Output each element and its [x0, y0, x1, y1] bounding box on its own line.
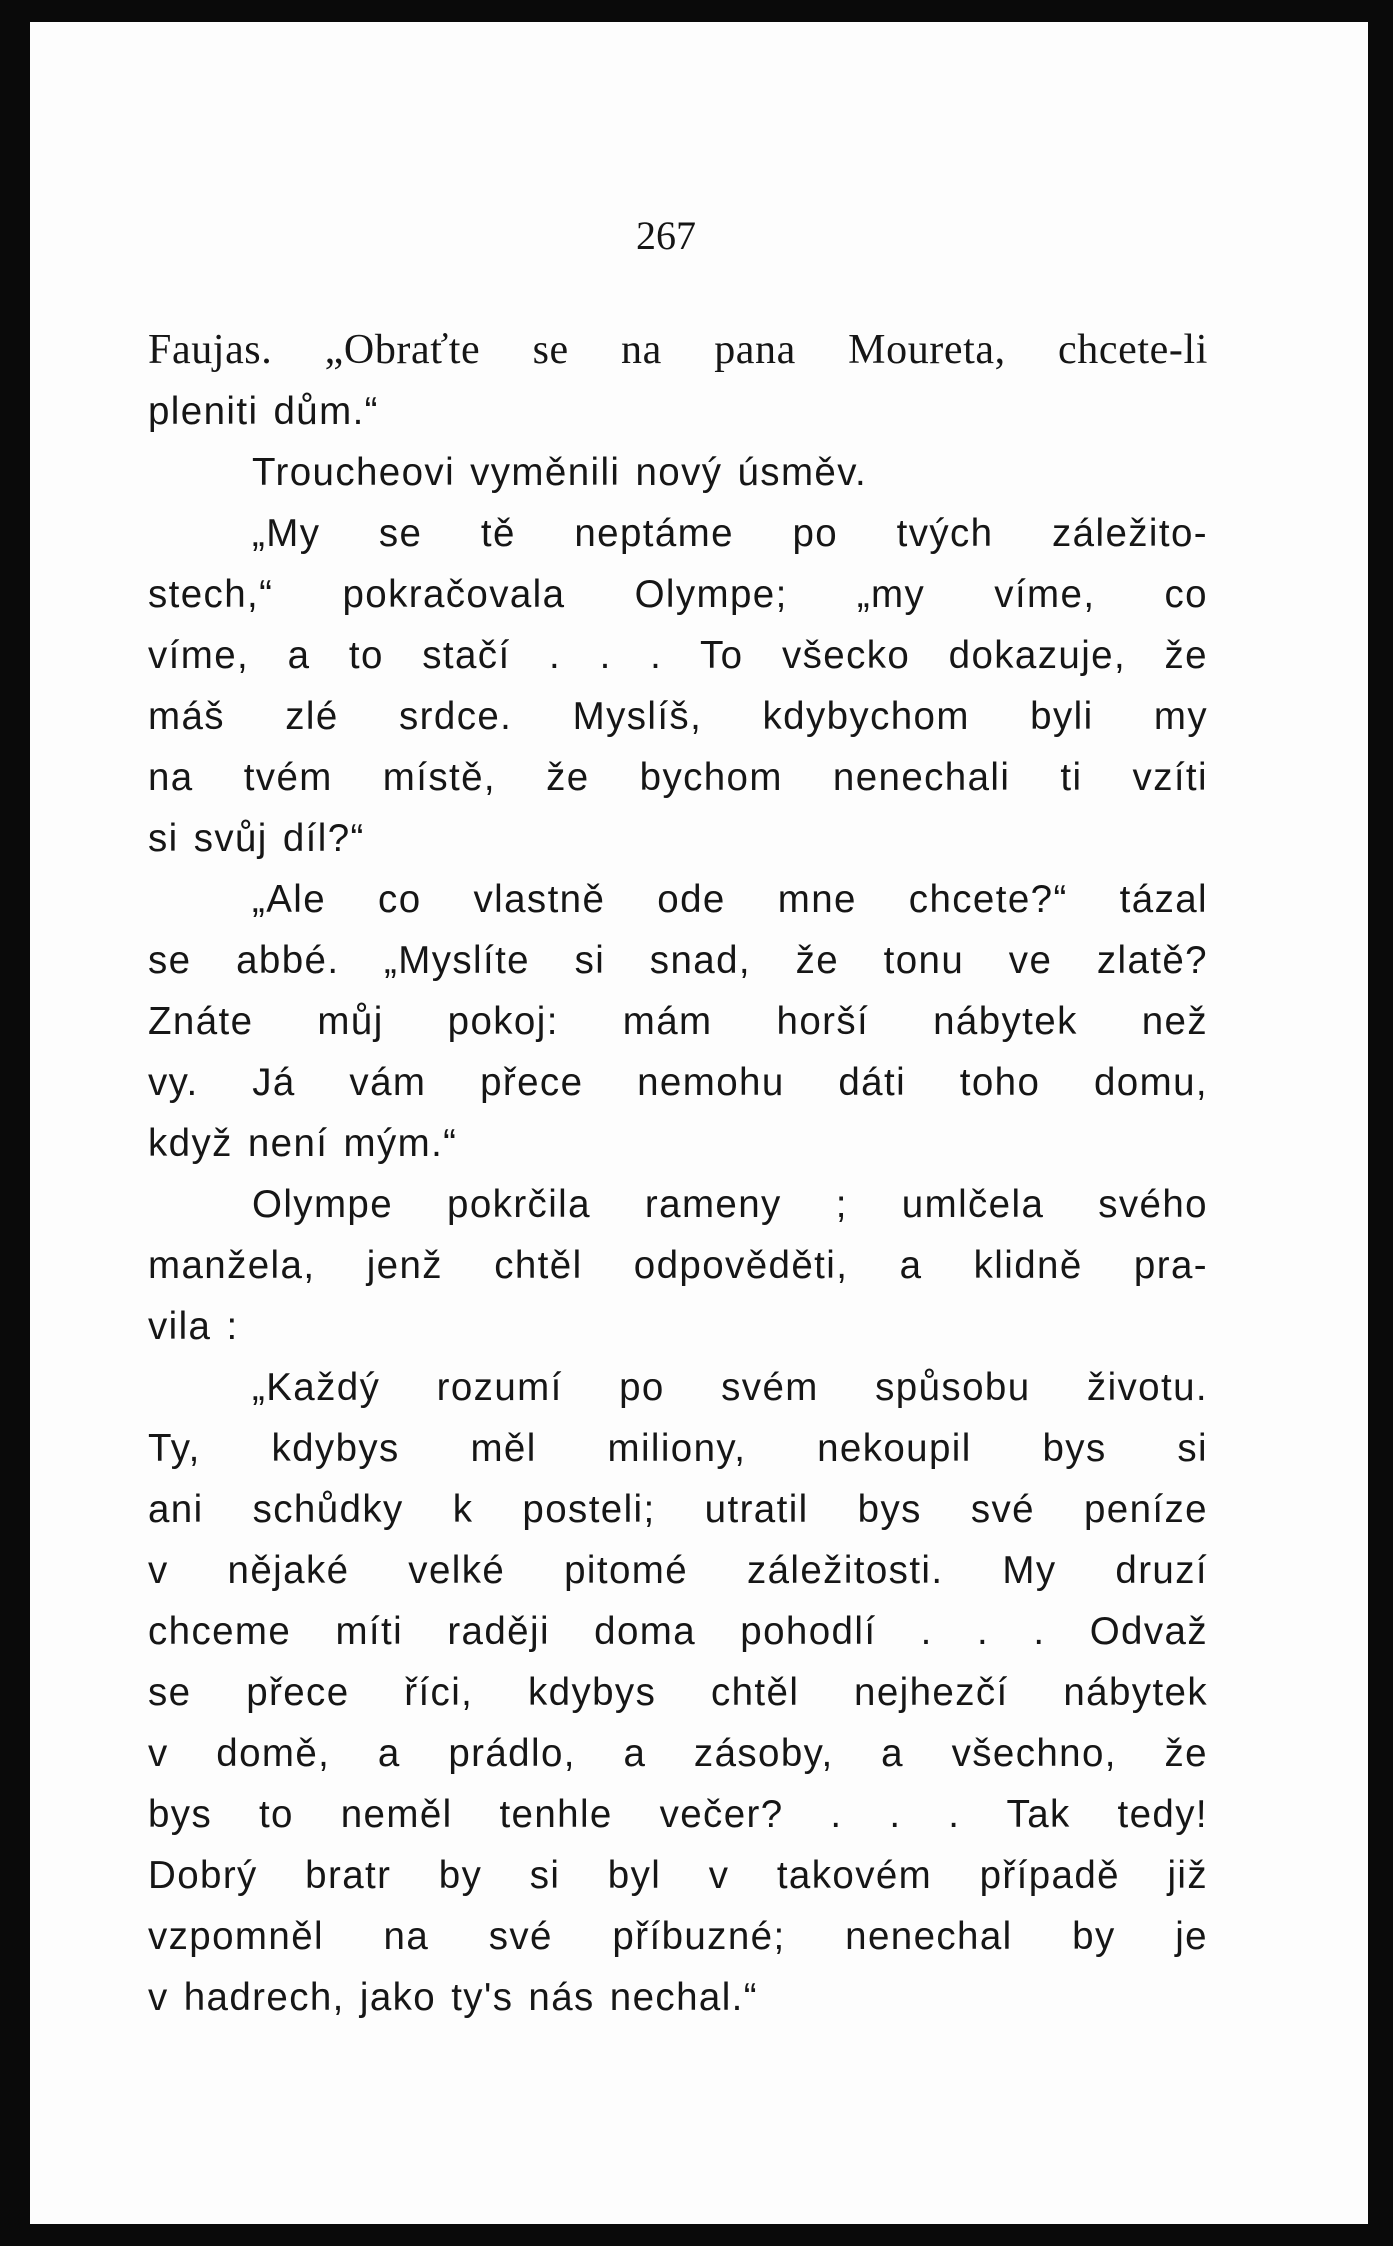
- text-line: se přece říci, kdybys chtěl nejhezčí nábytek: [148, 1671, 1208, 1714]
- book-page: [30, 22, 1368, 2224]
- text-line: se abbé. „Myslíte si snad, že tonu ve zlatě?: [148, 939, 1208, 982]
- text-line: Troucheovi vyměnili nový úsměv.: [252, 451, 868, 494]
- body-text: [148, 320, 1208, 2028]
- text-line: Ty, kdybys měl miliony, nekoupil bys si: [148, 1427, 1208, 1470]
- text-line: „Každý rozumí po svém spůsobu životu.: [252, 1366, 1208, 1409]
- page-number: 267: [636, 213, 696, 258]
- text-line: „Ale co vlastně ode mne chcete?“ tázal: [252, 878, 1208, 921]
- text-line: víme, a to stačí . . . To všecko dokazuje, že: [148, 634, 1208, 677]
- text-line: v domě, a prádlo, a zásoby, a všechno, že: [148, 1732, 1208, 1775]
- text-line: Faujas. „Obraťte se na pana Moureta, chcete-li: [148, 327, 1208, 373]
- text-line: Znáte můj pokoj: mám horší nábytek než: [148, 1000, 1208, 1043]
- text-line: Olympe pokrčila rameny ; umlčela svého: [252, 1183, 1208, 1226]
- text-line: si svůj díl?“: [148, 817, 365, 860]
- text-line: vy. Já vám přece nemohu dáti toho domu,: [148, 1061, 1208, 1104]
- text-line: Dobrý bratr by si byl v takovém případě již: [148, 1854, 1208, 1897]
- text-line: vzpomněl na své příbuzné; nenechal by je: [148, 1915, 1208, 1958]
- text-line: v hadrech, jako ty's nás nechal.“: [148, 1976, 758, 2019]
- text-line: vila :: [148, 1305, 239, 1348]
- text-line: ani schůdky k posteli; utratil bys své peníze: [148, 1488, 1208, 1531]
- text-line: v nějaké velké pitomé záležitosti. My druzí: [148, 1549, 1208, 1592]
- text-line: bys to neměl tenhle večer? . . . Tak tedy!: [148, 1793, 1208, 1836]
- text-line: manžela, jenž chtěl odpověděti, a klidně pra-: [148, 1244, 1208, 1287]
- text-line: máš zlé srdce. Myslíš, kdybychom byli my: [148, 695, 1208, 738]
- text-line: „My se tě neptáme po tvých záležito-: [252, 512, 1208, 555]
- text-line: když není mým.“: [148, 1122, 458, 1165]
- text-line: stech,“ pokračovala Olympe; „my víme, co: [148, 573, 1208, 616]
- text-line: chceme míti raději doma pohodlí . . . Odvaž: [148, 1610, 1208, 1653]
- text-line: pleniti dům.“: [148, 390, 379, 433]
- text-line: na tvém místě, že bychom nenechali ti vzíti: [148, 756, 1208, 799]
